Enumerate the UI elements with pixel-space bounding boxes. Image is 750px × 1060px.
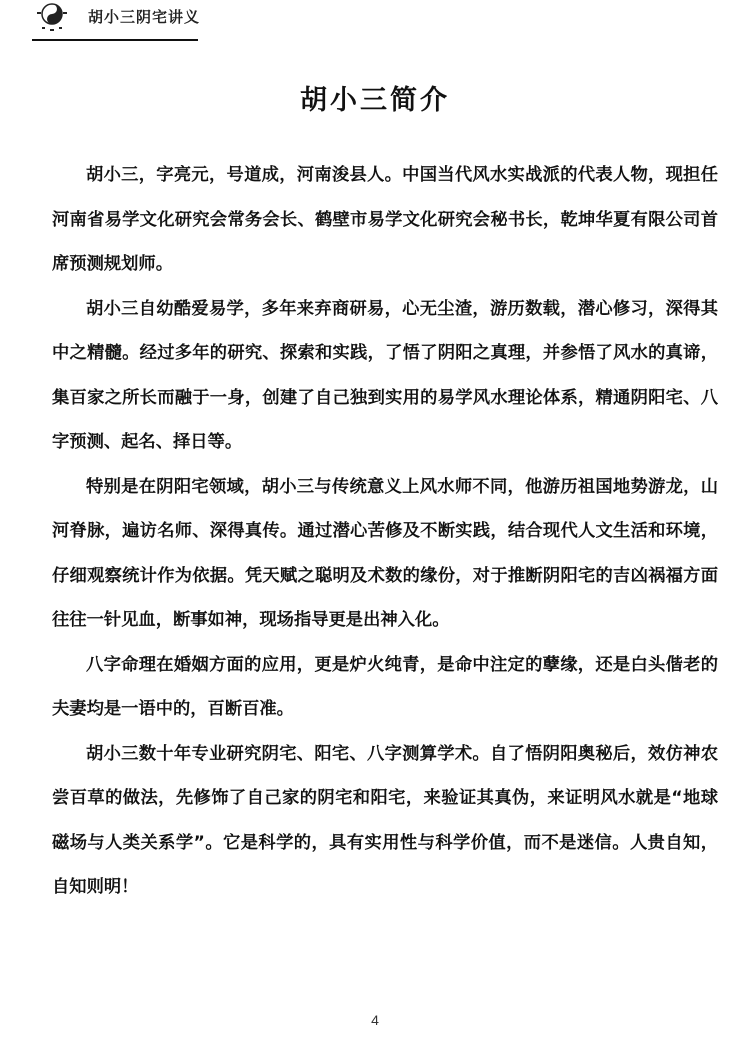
- page-number: 4: [371, 1012, 379, 1028]
- header-divider: [32, 39, 198, 41]
- paragraph: 八字命理在婚姻方面的应用，更是炉火纯青，是命中注定的孽缘，还是白头偕老的夫妻均是一语中的，百断百准。: [52, 654, 718, 719]
- paragraph: 胡小三数十年专业研究阴宅、阳宅、八字测算学术。自了悟阴阳奥秘后，效仿神农尝百草的做法，先修饰了自己家的阴宅和阳宅，来验证其真伪，来证明风水就是“地球磁场与人类关系学”。它是科学的，具有实用性与科学价值，而不是迷信。人贵自知，自知则明！: [52, 743, 718, 897]
- document-body: [52, 153, 718, 910]
- header-title: 胡小三阴宅讲义: [88, 8, 201, 26]
- paragraph: 胡小三自幼酷爱易学，多年来弃商研易，心无尘渣，游历数载，潜心修习，深得其中之精髓。经过多年的研究、探索和实践，了悟了阴阳之真理，并参悟了风水的真谛，集百家之所长而融于一身，创建了自己独到实用的易学风水理论体系，精通阴阳宅、八字预测、起名、择日等。: [52, 298, 718, 452]
- yin-yang-logo-icon: [34, 0, 70, 34]
- document-title: 胡小三简介: [300, 85, 450, 116]
- paragraph: 胡小三，字亮元，号道成，河南浚县人。中国当代风水实战派的代表人物，现担任河南省易学文化研究会常务会长、鹤壁市易学文化研究会秘书长，乾坤华夏有限公司首席预测规划师。: [52, 165, 718, 274]
- page-header: [30, 0, 200, 42]
- paragraph: 特别是在阴阳宅领域，胡小三与传统意义上风水师不同，他游历祖国地势游龙，山河脊脉，遍访名师、深得真传。通过潜心苦修及不断实践，结合现代人文生活和环境，仔细观察统计作为依据。凭天赋之聪明及术数的缘份，对于推断阴阳宅的吉凶祸福方面往往一针见血，断事如神，现场指导更是出神入化。: [52, 476, 718, 630]
